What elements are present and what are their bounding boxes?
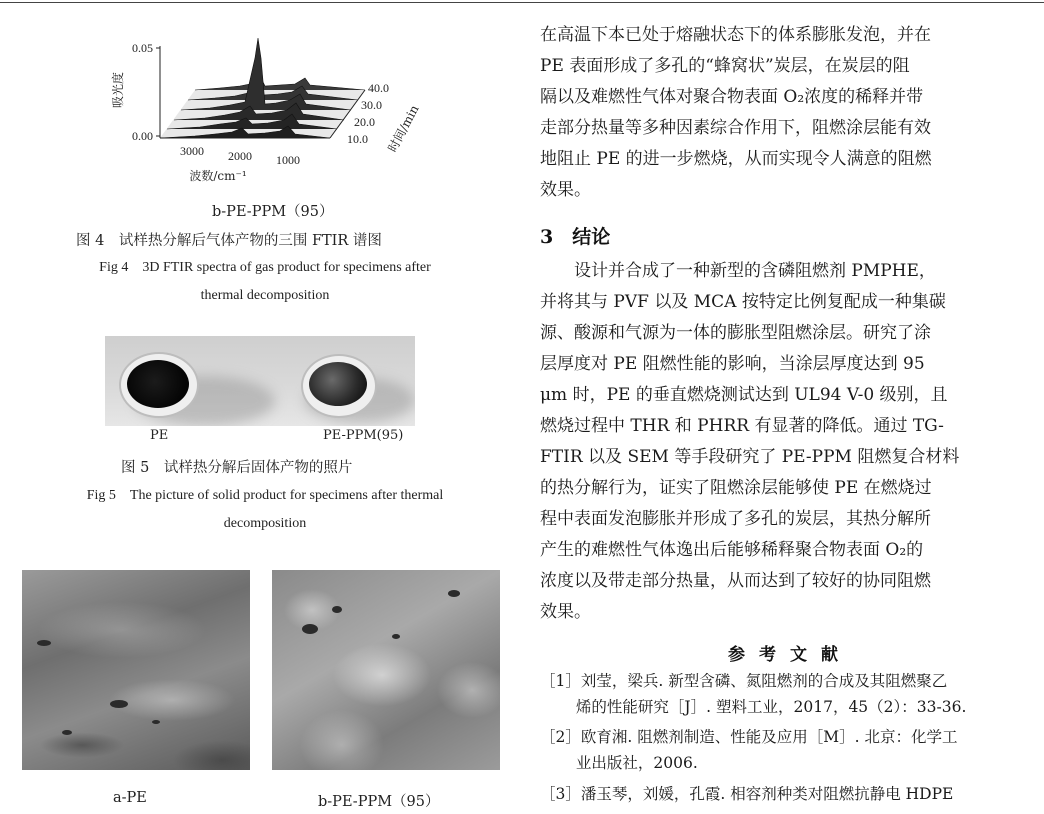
conclusion-line: FTIR 以及 SEM 等手段研究了 PE-PPM 阻燃复合材料 xyxy=(540,447,960,467)
x-tick-label: 3000 xyxy=(180,144,204,158)
x-tick-label: 1000 xyxy=(276,153,300,167)
conclusion-line: 源、酸源和气源为一体的膨胀型阻燃涂层。研究了涂 xyxy=(540,323,931,343)
z-tick-label: 10.0 xyxy=(347,132,368,146)
figure5-caption-en xyxy=(20,482,510,538)
y-tick-label: 0.00 xyxy=(132,129,153,143)
sem-image-pe xyxy=(22,570,250,770)
residue-pe-ppm xyxy=(309,362,367,406)
figure6-label-a: a-PE xyxy=(113,790,147,806)
figure4-caption-en xyxy=(20,254,510,310)
conclusion-line: 浓度以及带走部分热量，从而达到了较好的协同阻燃 xyxy=(540,571,931,591)
sem-pore xyxy=(62,730,72,735)
references-heading: 参考文献 xyxy=(728,645,852,665)
section-heading-conclusion: 3 结论 xyxy=(540,226,611,248)
sem-pore xyxy=(302,624,318,634)
sem-pore xyxy=(37,640,51,646)
x-axis-label: 波数/cm⁻¹ xyxy=(189,169,247,183)
reference-line: ［3］潘玉琴，刘媛，孔霞. 相容剂种类对阻燃抗静电 HDPE xyxy=(540,785,954,803)
body-line: 隔以及难燃性气体对聚合物表面 O₂浓度的稀释并带 xyxy=(540,87,924,107)
right-column xyxy=(540,0,1040,814)
figure4-caption-cn: 图 4 试样热分解后气体产物的三围 FTIR 谱图 xyxy=(76,233,382,249)
sem-pore xyxy=(152,720,160,724)
y-tick-label: 0.05 xyxy=(132,41,153,55)
z-axis-label: 时间/min xyxy=(385,102,422,155)
conclusion-line: 效果。 xyxy=(540,602,591,622)
spectrum-trace xyxy=(195,76,365,90)
body-line: PE 表面形成了多孔的“蜂窝状”炭层，在炭层的阻 xyxy=(540,56,910,76)
conclusion-line: 并将其与 PVF 以及 MCA 按特定比例复配成一种集碳 xyxy=(540,292,946,312)
conclusion-line: 层厚度对 PE 阻燃性能的影响，当涂层厚度达到 95 xyxy=(540,354,925,374)
z-tick-label: 20.0 xyxy=(354,115,375,129)
reference-line: ［1］刘莹，梁兵. 新型含磷、氮阻燃剂的合成及其阻燃聚乙 xyxy=(540,672,948,690)
z-tick-label: 30.0 xyxy=(361,98,382,112)
residue-photo xyxy=(105,336,415,426)
figure5-caption-cn: 图 5 试样热分解后固体产物的照片 xyxy=(121,460,353,476)
conclusion-line: 设计并合成了一种新型的含磷阻燃剂 PMPHE， xyxy=(540,261,936,281)
residue-pe xyxy=(127,360,189,408)
figure5-caption-en-line: Fig 5 The picture of solid product for specimens after thermal xyxy=(86,488,444,503)
figure5-caption-en-line: decomposition xyxy=(223,516,307,531)
figure6-label-b: b-PE-PPM（95） xyxy=(318,794,440,810)
figure5-label-right: PE-PPM(95) xyxy=(323,428,404,443)
body-line: 效果。 xyxy=(540,180,591,200)
body-line: 走部分热量等多种因素综合作用下，阻燃涂层能有效 xyxy=(540,118,931,138)
conclusion-line: 产生的难燃性气体逸出后能够稀释聚合物表面 O₂的 xyxy=(540,540,924,560)
conclusion-line: 程中表面发泡膨胀并形成了多孔的炭层，其热分解所 xyxy=(540,509,931,529)
body-line: 在高温下本已处于熔融状态下的体系膨胀发泡，并在 xyxy=(540,25,931,45)
conclusion-line: 燃烧过程中 THR 和 PHRR 有显著的降低。通过 TG- xyxy=(540,416,944,436)
z-tick-label: 40.0 xyxy=(368,81,389,95)
sem-pore xyxy=(332,606,342,613)
reference-line: 业出版社，2006. xyxy=(540,754,698,772)
x-tick-label: 2000 xyxy=(228,149,252,163)
sem-image-pe-ppm xyxy=(272,570,500,770)
figure4-caption-en-line: thermal decomposition xyxy=(200,288,330,303)
figure4-sublabel: b-PE-PPM（95） xyxy=(212,204,334,220)
y-axis-label: 吸光度 xyxy=(111,71,125,108)
sem-pore xyxy=(110,700,128,708)
reference-line: ［2］欧育湘. 阻燃剂制造、性能及应用［M］. 北京：化学工 xyxy=(540,728,958,746)
sem-pore xyxy=(448,590,460,597)
sem-pore xyxy=(392,634,400,639)
reference-line: 烯的性能研究［J］. 塑料工业，2017，45（2）：33-36. xyxy=(540,698,967,716)
figure4-caption-en-line: Fig 4 3D FTIR spectra of gas product for specimens after xyxy=(99,260,431,275)
body-line: 地阻止 PE 的进一步燃烧，从而实现令人满意的阻燃 xyxy=(540,149,932,169)
ftir-3d-plot xyxy=(100,28,440,203)
figure5-label-left: PE xyxy=(150,428,169,443)
conclusion-line: 的热分解行为，证实了阻燃涂层能够使 PE 在燃烧过 xyxy=(540,478,932,498)
conclusion-line: μm 时，PE 的垂直燃烧测试达到 UL94 V-0 级别，且 xyxy=(540,385,948,405)
